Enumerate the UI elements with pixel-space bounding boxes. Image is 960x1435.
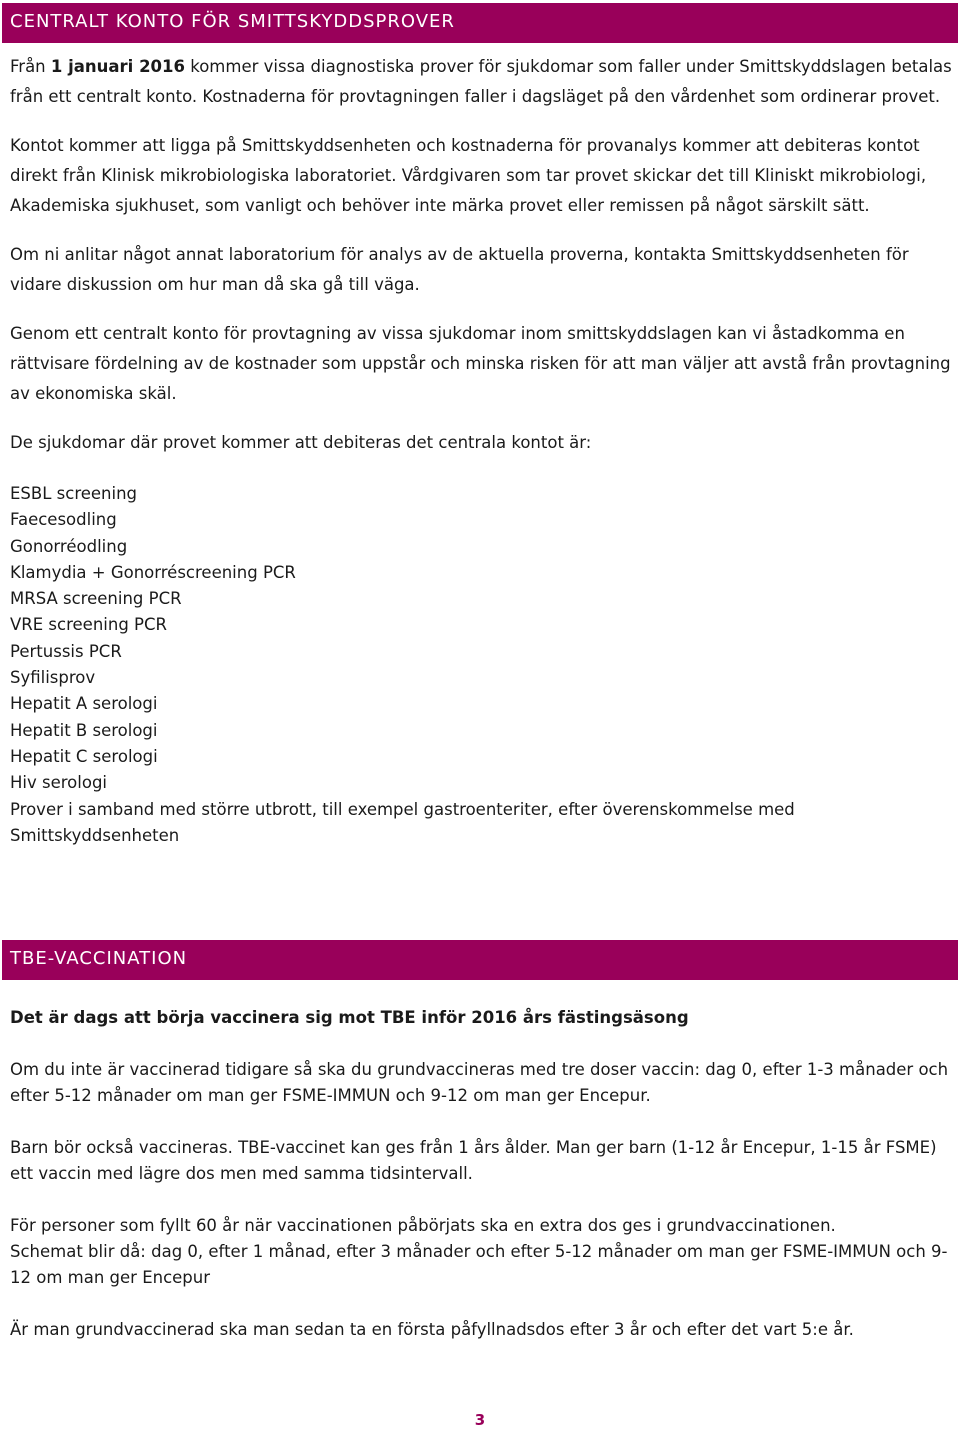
paragraph-schedule: Schemat blir då: dag 0, efter 1 månad, efter 3 månader och efter 5-12 månader om man ger FSME-IMMUN och 9-12 om man ger Encepur — [10, 1242, 948, 1287]
tbe-heading: Det är dags att börja vaccinera sig mot TBE inför 2016 års fästingsäsong — [10, 1008, 689, 1027]
section-tbe — [10, 1005, 952, 1343]
date-highlight: 1 januari 2016 — [50, 57, 185, 76]
list-item: MRSA screening PCR — [10, 589, 182, 609]
list-item: Gonorréodling — [10, 536, 128, 556]
paragraph-booster: Är man grundvaccinerad ska man sedan ta en första påfyllnadsdos efter 3 år och efter det vart 5:e år. — [10, 1320, 854, 1339]
list-item: Prover i samband med större utbrott, till exempel gastroenteriter, efter överenskommelse med Smittskyddsenheten — [10, 799, 795, 845]
section-header-tbe: TBE-VACCINATION — [2, 940, 958, 980]
list-item: VRE screening PCR — [10, 615, 167, 635]
paragraph-rationale: Genom ett centralt konto för provtagning av vissa sjukdomar inom smittskyddslagen kan vi åstadkomma en rättvisare fördelning av de kostnader som uppstår och minska risken för att man väljer att avstå från provtagning av ekonomiska skäl. — [10, 324, 951, 403]
list-item: ESBL screening — [10, 484, 138, 503]
list-item: Hepatit A serologi — [10, 694, 158, 714]
list-item: Klamydia + Gonorréscreening PCR — [10, 562, 296, 582]
section-header-central-account: CENTRALT KONTO FÖR SMITTSKYDDSPROVER — [2, 3, 958, 43]
list-item: Hepatit B serologi — [10, 720, 158, 740]
list-item: Hiv serologi — [10, 773, 108, 793]
list-item: Pertussis PCR — [10, 641, 122, 661]
paragraph-account: Kontot kommer att ligga på Smittskyddsenheten och kostnaderna för provanalys kommer att debiteras kontot direkt från Klinisk mikrobiologiska laboratoriet. Vårdgivaren som tar provet skickar det till Kliniskt mikrobiologi, Akademiska sjukhuset, som vanligt och behöver inte märka provet eller remissen på något särskilt sätt. — [10, 136, 927, 215]
paragraph-other-lab: Om ni anlitar något annat laboratorium för analys av de aktuella proverna, kontakta Smittskyddsenheten för vidare diskussion om hur man då ska gå till väga. — [10, 245, 909, 294]
section-central-account — [10, 52, 952, 849]
paragraph-children: Barn bör också vaccineras. TBE-vaccinet kan ges från 1 års ålder. Man ger barn (1-12 år Encepur, 1-15 år FSME) ett vaccin med lägre dos men med samma tidsintervall. — [10, 1138, 937, 1183]
paragraph-list-intro: De sjukdomar där provet kommer att debiteras det centrala kontot är: — [10, 433, 592, 452]
disease-list — [10, 481, 952, 849]
paragraph-intro: Från 1 januari 2016 kommer vissa diagnostiska prover för sjukdomar som faller under Smittskyddslagen betalas från ett centralt konto. Kostnaderna för provtagningen faller i dagsläget på den vårdenhet som ordinerar provet. — [10, 57, 952, 106]
paragraph-basic-vaccination: Om du inte är vaccinerad tidigare så ska du grundvaccineras med tre doser vaccin: dag 0, efter 1-3 månader och efter 5-12 månader om man ger FSME-IMMUN och 9-12 om man ger Encepur. — [10, 1060, 949, 1105]
list-item: Syfilisprov — [10, 668, 96, 688]
paragraph-over-60: För personer som fyllt 60 år när vaccinationen påbörjats ska en extra dos ges i grundvaccinationen. — [10, 1216, 836, 1235]
list-item: Hepatit C serologi — [10, 746, 158, 766]
list-item: Faecesodling — [10, 510, 117, 530]
page-number: 3 — [474, 1411, 486, 1429]
